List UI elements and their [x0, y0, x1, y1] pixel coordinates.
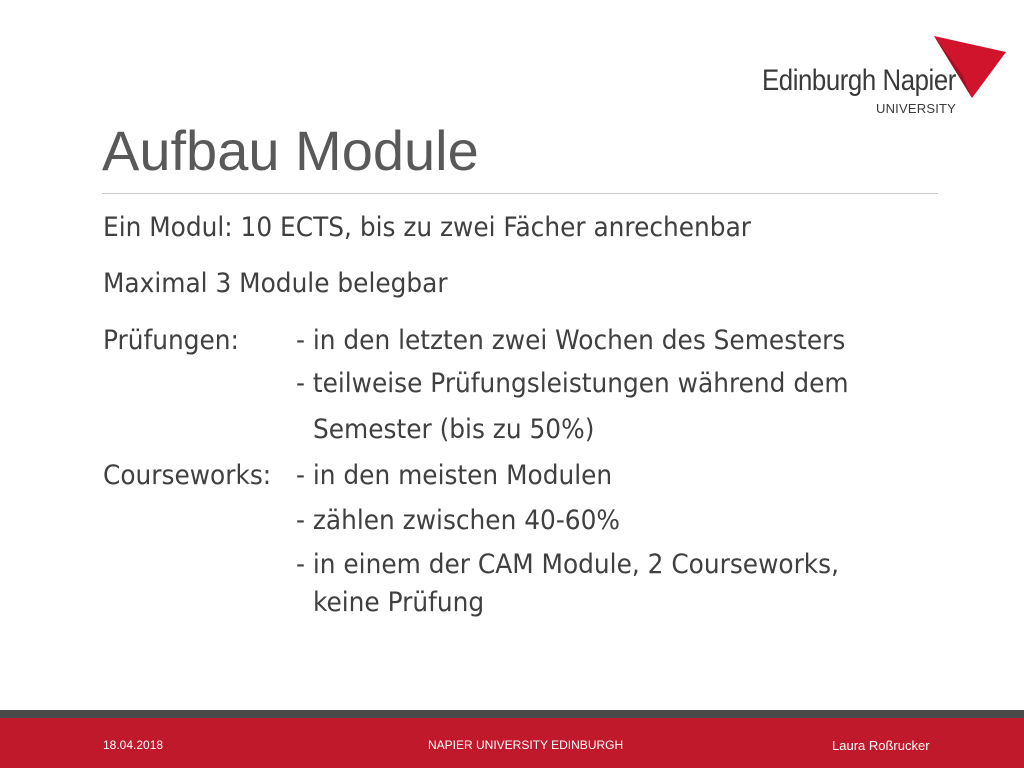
footer-center-text: NAPIER UNIVERSITY EDINBURGH: [428, 738, 624, 752]
pruefungen-item: - in den letzten zwei Wochen des Semesters: [296, 325, 846, 356]
pruefungen-label: Prüfungen:: [103, 325, 239, 356]
university-logo: [758, 34, 1008, 124]
body-line-modul: Ein Modul: 10 ECTS, bis zu zwei Fächer anrechenbar: [103, 212, 752, 243]
body-line-maximal: Maximal 3 Module belegbar: [103, 268, 448, 299]
pruefungen-item: Semester (bis zu 50%): [313, 414, 595, 445]
logo-subtitle: UNIVERSITY: [876, 101, 957, 116]
footer-top-bar: [0, 710, 1024, 718]
logo-name: Edinburgh Napier: [762, 64, 956, 97]
pruefungen-item: - teilweise Prüfungsleistungen während dem: [296, 368, 849, 399]
courseworks-item: - in den meisten Modulen: [296, 460, 613, 491]
footer-author: Laura Roßrucker: [832, 738, 930, 753]
courseworks-item: - in einem der CAM Module, 2 Courseworks,: [296, 549, 840, 580]
courseworks-item: - zählen zwischen 40-60%: [296, 505, 620, 536]
courseworks-label: Courseworks:: [103, 460, 272, 491]
title-divider: [102, 193, 938, 194]
slide-title: Aufbau Module: [102, 119, 479, 182]
footer-date: 18.04.2018: [103, 738, 164, 752]
courseworks-item: keine Prüfung: [313, 587, 485, 618]
